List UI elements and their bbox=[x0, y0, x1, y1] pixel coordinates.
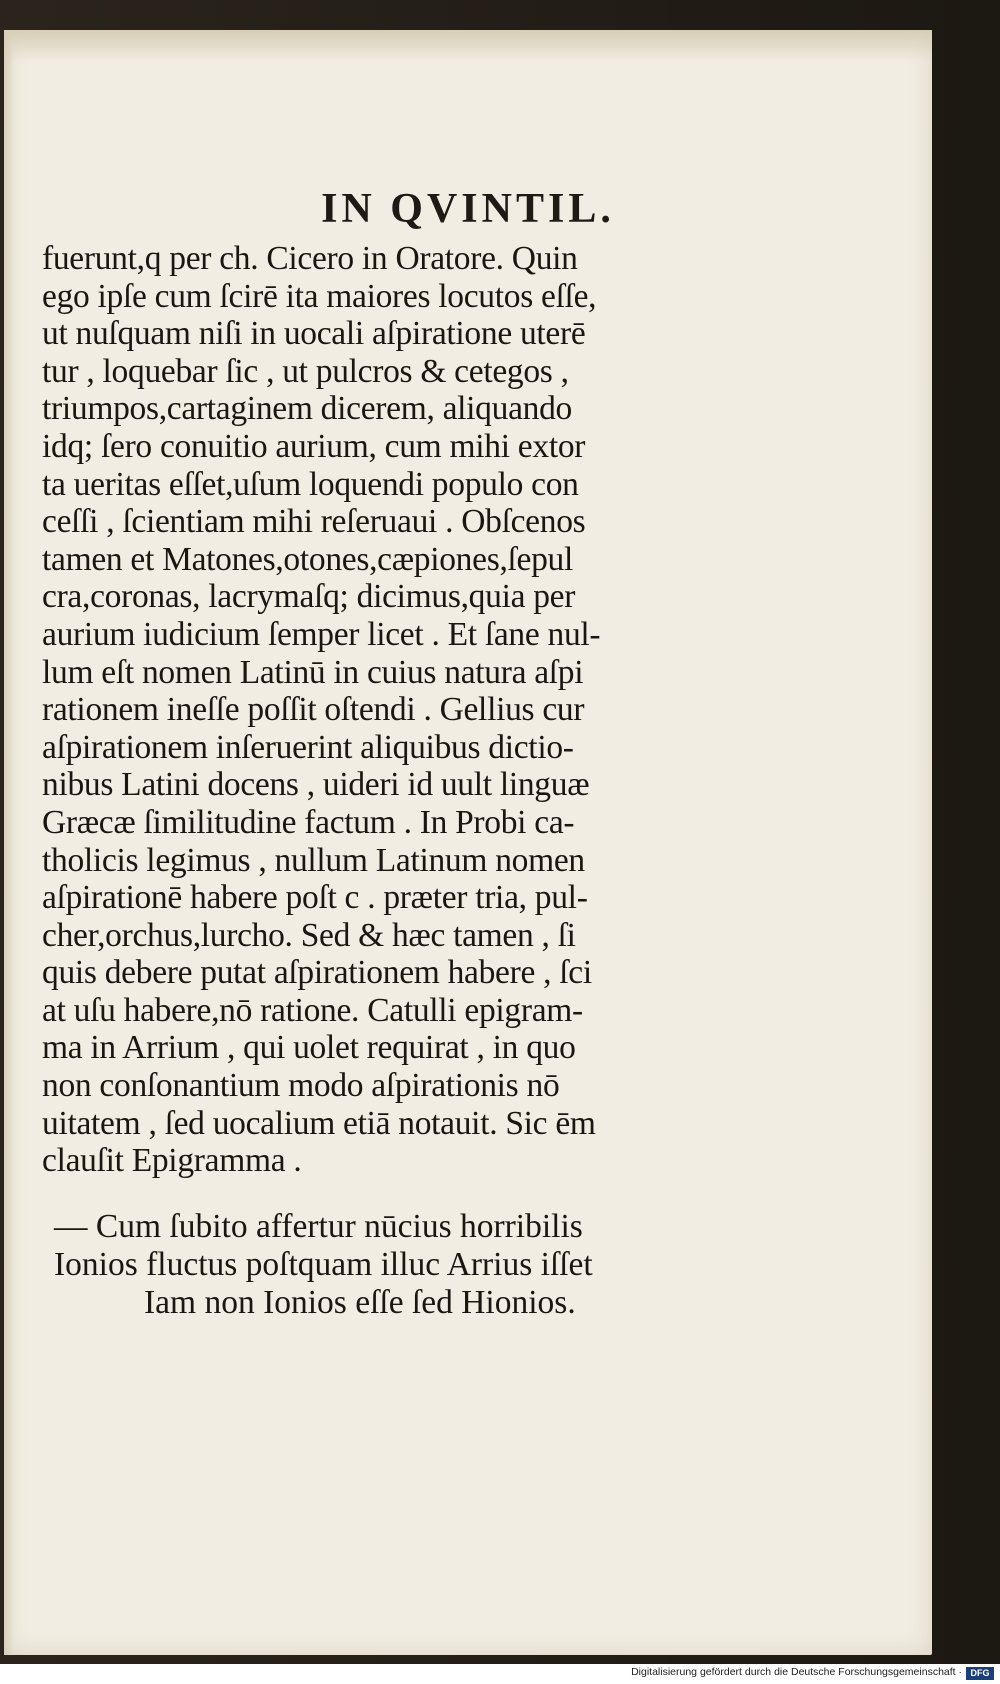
text-line: tamen et Matones,otones,cæpiones,ſepul bbox=[42, 540, 573, 578]
text-line: at uſu habere,nō ratione. Catulli epigram- bbox=[42, 991, 583, 1029]
verse-line: Ionios fluctus poſtquam illuc Arrius iſſet bbox=[54, 1246, 593, 1283]
text-line: ego ipſe cum ſcirē ita maiores locutos eſſe, bbox=[42, 277, 597, 315]
verse-line: — Cum ſubito affertur nūcius horribilis bbox=[54, 1208, 583, 1245]
verse-line: Iam non Ionios eſſe ſed Hionios. bbox=[144, 1284, 576, 1321]
text-line: fuerunt,q per ch. Cicero in Oratore. Quin bbox=[42, 240, 578, 277]
text-line: cher,orchus,lurcho. Sed & hæc tamen , ſi bbox=[42, 916, 576, 954]
text-line: aſpirationē habere poſt c . præter tria, pul- bbox=[42, 879, 588, 917]
text-line: aſpirationem inſeruerint aliquibus dictio- bbox=[42, 728, 574, 766]
text-line: aurium iudicium ſemper licet . Et ſane nul- bbox=[42, 615, 601, 653]
text-line: ta ueritas eſſet,uſum loquendi populo con bbox=[42, 465, 579, 503]
text-line: cra,coronas, lacrymaſq; dicimus,quia per bbox=[42, 578, 576, 616]
text-line: Græcæ ſimilitudine factum . In Probi ca- bbox=[42, 803, 575, 841]
text-line: ma in Arrium , qui uolet requirat , in quo bbox=[42, 1029, 576, 1067]
text-line: ut nuſquam niſi in uocali aſpiratione uterē bbox=[42, 315, 586, 353]
text-line: nibus Latini docens , uideri id uult linguæ bbox=[42, 766, 590, 804]
text-line: lum eſt nomen Latinū in cuius natura aſpi bbox=[42, 653, 584, 691]
verse-quotation bbox=[54, 1208, 734, 1322]
text-line: idq; ſero conuitio aurium, cum mihi extor bbox=[42, 427, 586, 465]
text-line: tholicis legimus , nullum Latinum nomen bbox=[42, 841, 585, 879]
dfg-logo: DFG bbox=[966, 1667, 994, 1680]
text-line: uitatem , ſed uocalium etiā notauit. Sic ēm bbox=[42, 1104, 596, 1142]
text-line: ceſſi , ſcientiam mihi reſeruaui . Obſcenos bbox=[42, 503, 586, 541]
text-line: non conſonantium modo aſpirationis nō bbox=[42, 1067, 560, 1105]
digitization-credit: Digitalisierung gefördert durch die Deutsche Forschungsgemeinschaft · bbox=[631, 1666, 962, 1678]
text-line: rationem ineſſe poſſit oſtendi . Gellius cur bbox=[42, 691, 585, 729]
text-line: clauſit Epigramma . bbox=[42, 1142, 302, 1180]
text-line: quis debere putat aſpirationem habere , ſci bbox=[42, 954, 592, 992]
text-line: triumpos,cartaginem dicerem, aliquando bbox=[42, 390, 572, 428]
text-line: tur , loquebar ſic , ut pulcros & cetegos , bbox=[42, 352, 569, 390]
book-page bbox=[4, 30, 932, 1655]
body-text bbox=[42, 240, 712, 1180]
running-head: IN QVINTIL. bbox=[321, 186, 615, 232]
